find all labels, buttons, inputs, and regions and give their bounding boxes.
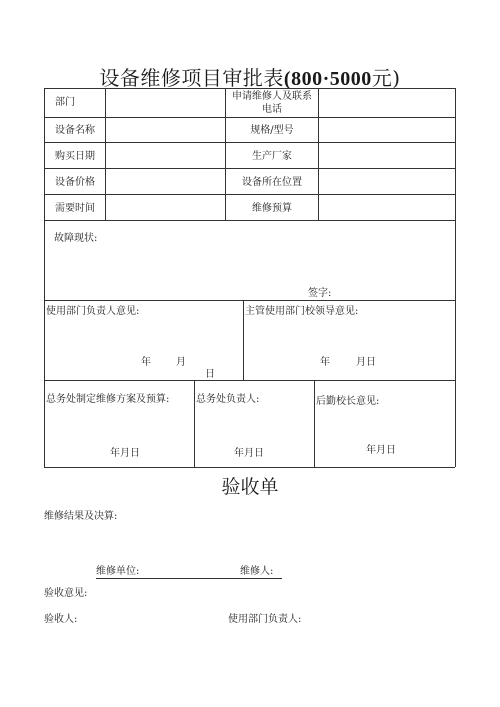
- date-month-day-2: 月日: [356, 357, 376, 368]
- label-equipment-name: 设备名称: [55, 125, 95, 136]
- label-applicant-line1: 申请维修人及联系: [232, 91, 312, 102]
- label-repair-budget: 维修预算: [252, 203, 292, 214]
- label-manufacturer: 生产厂家: [252, 151, 292, 162]
- form-title-unit: 元): [371, 66, 401, 90]
- date-year-1: 年: [141, 357, 151, 368]
- form-title-text: 设备维修项目审批表: [99, 66, 284, 90]
- date-ymd-2: 年月日: [234, 448, 264, 459]
- label-model: 规格/型号: [250, 125, 294, 136]
- label-general-affairs-head: 总务处负责人:: [196, 394, 260, 405]
- repair-unit-underline: [96, 578, 282, 579]
- label-equipment-price: 设备价格: [55, 177, 95, 188]
- label-repair-unit: [96, 565, 139, 578]
- date-month-1: 月: [176, 357, 186, 368]
- label-logistics-principal: 后勤校长意见:: [316, 396, 380, 407]
- form-title-range: (800·5000: [283, 68, 372, 90]
- label-repair-result: 维修结果及决算:: [44, 511, 118, 522]
- label-dept-head: 使用部门负责人:: [228, 614, 302, 625]
- label-fault-status: 故障现状:: [54, 233, 98, 244]
- date-year-2: 年: [320, 357, 330, 368]
- label-repairer: 维修人:: [240, 566, 274, 577]
- label-dept-head-opinion: 使用部门负责人意见:: [46, 306, 140, 317]
- label-receiver: 验收人:: [44, 614, 78, 625]
- form-title: [0, 62, 500, 91]
- label-repair-plan: 总务处制定维修方案及预算:: [46, 394, 170, 405]
- date-day-1: 日: [205, 369, 215, 380]
- acceptance-title: 验收单: [221, 476, 279, 498]
- date-ymd-1: 年月日: [110, 448, 140, 459]
- label-department: 部门: [55, 97, 75, 108]
- label-required-time: 需要时间: [55, 203, 95, 214]
- label-purchase-date: 购买日期: [55, 151, 95, 162]
- date-ymd-3: 年月日: [366, 445, 396, 456]
- label-applicant-line2: 电话: [262, 104, 282, 115]
- label-acceptance-opinion: 验收意见:: [44, 588, 88, 599]
- label-equipment-location: 设备所在位置: [242, 177, 302, 188]
- label-repair-unit-text: 维修单位:: [96, 566, 140, 577]
- label-applicant-contact: [226, 90, 318, 116]
- label-signature: 签字:: [308, 288, 332, 299]
- label-supervisor-opinion: 主管使用部门校领导意见:: [245, 306, 359, 317]
